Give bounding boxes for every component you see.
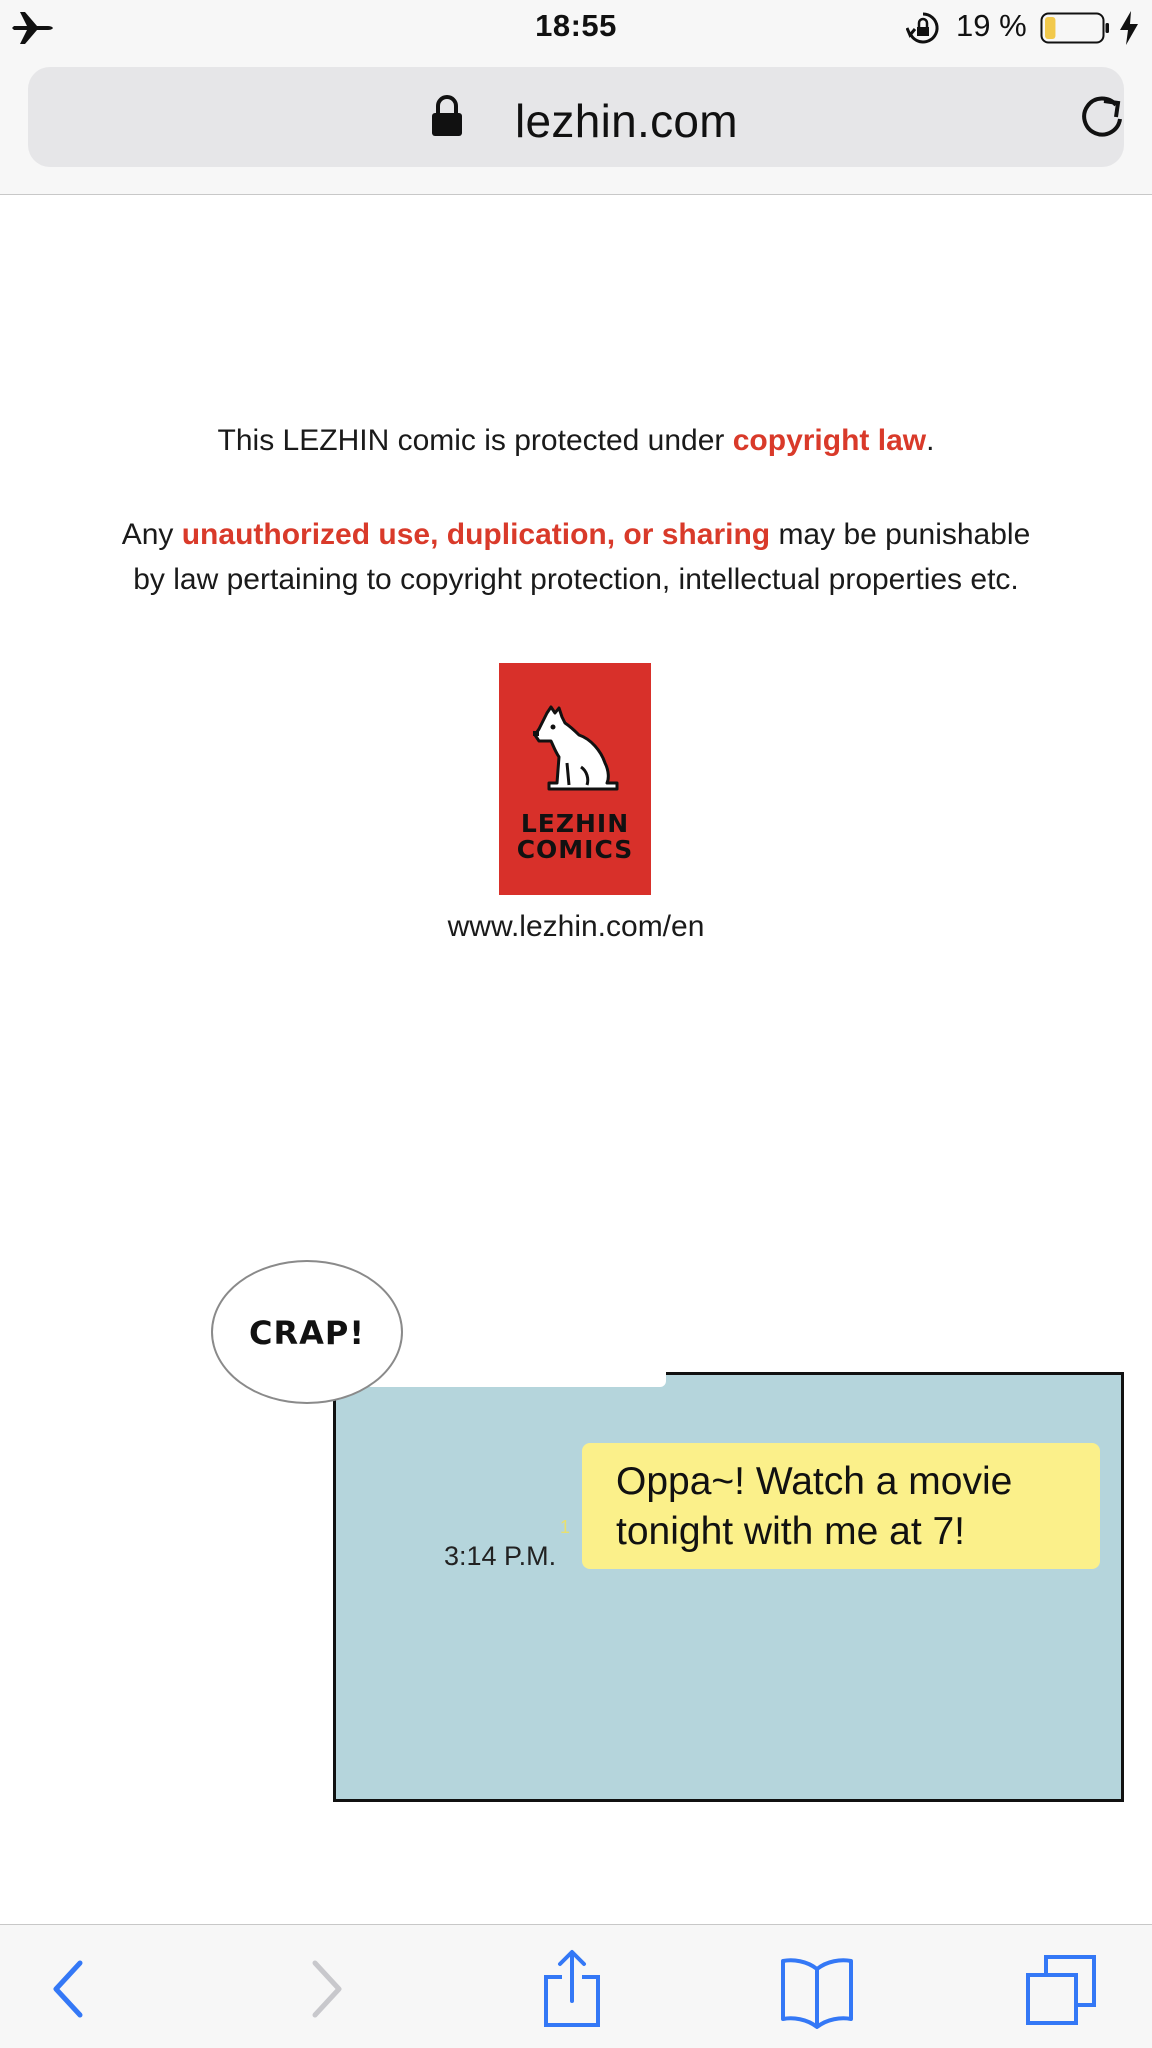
message-line-1: Oppa~! Watch a movie (616, 1460, 1013, 1503)
share-icon[interactable] (532, 1949, 612, 2029)
status-time: 18:55 (535, 8, 617, 43)
warning-text: Any (121, 518, 182, 551)
address-bar[interactable] (28, 67, 1124, 167)
warning-text: by law pertaining to copyright protection, intellectual properties etc. (133, 563, 1019, 596)
bookmarks-icon[interactable] (777, 1949, 857, 2029)
warning-highlight: unauthorized use, duplication, or sharing (181, 518, 771, 551)
comic-panel (333, 1372, 1124, 1802)
panel-highlight (366, 1372, 666, 1387)
dog-icon (529, 705, 621, 793)
url-text[interactable]: lezhin.com (515, 95, 738, 147)
speech-bubble (211, 1260, 403, 1404)
unread-count: 1 (560, 1517, 571, 1537)
copyright-warning (0, 512, 1152, 602)
orientation-lock-icon (906, 11, 940, 45)
logo-line-1: LEZHIN (520, 809, 630, 838)
notice-text: This LEZHIN comic is protected under (217, 424, 733, 457)
message-bubble (582, 1443, 1100, 1569)
copyright-notice (0, 424, 1152, 458)
logo-text (499, 811, 651, 863)
lezhin-logo (499, 663, 651, 895)
bottom-toolbar (0, 1924, 1152, 2048)
back-icon[interactable] (32, 1949, 112, 2029)
speech-bubble-text: CRAP! (249, 1314, 365, 1352)
notice-highlight: copyright law (732, 424, 927, 457)
lock-icon (431, 95, 463, 137)
battery-percent: 19 % (956, 8, 1027, 43)
logo-line-2: COMICS (516, 835, 634, 864)
charging-icon (1118, 10, 1140, 46)
forward-icon[interactable] (287, 1949, 367, 2029)
status-bar (0, 0, 1152, 58)
message-time: 3:14 P.M. (444, 1541, 557, 1571)
reload-icon[interactable] (1076, 91, 1128, 143)
lezhin-url: www.lezhin.com/en (447, 910, 705, 943)
battery-icon (1040, 12, 1110, 44)
warning-text: may be punishable (770, 518, 1031, 551)
message-line-2: tonight with me at 7! (616, 1510, 966, 1553)
notice-text: . (926, 424, 935, 457)
browser-navigation-area (0, 58, 1152, 195)
tabs-icon[interactable] (1022, 1949, 1102, 2029)
